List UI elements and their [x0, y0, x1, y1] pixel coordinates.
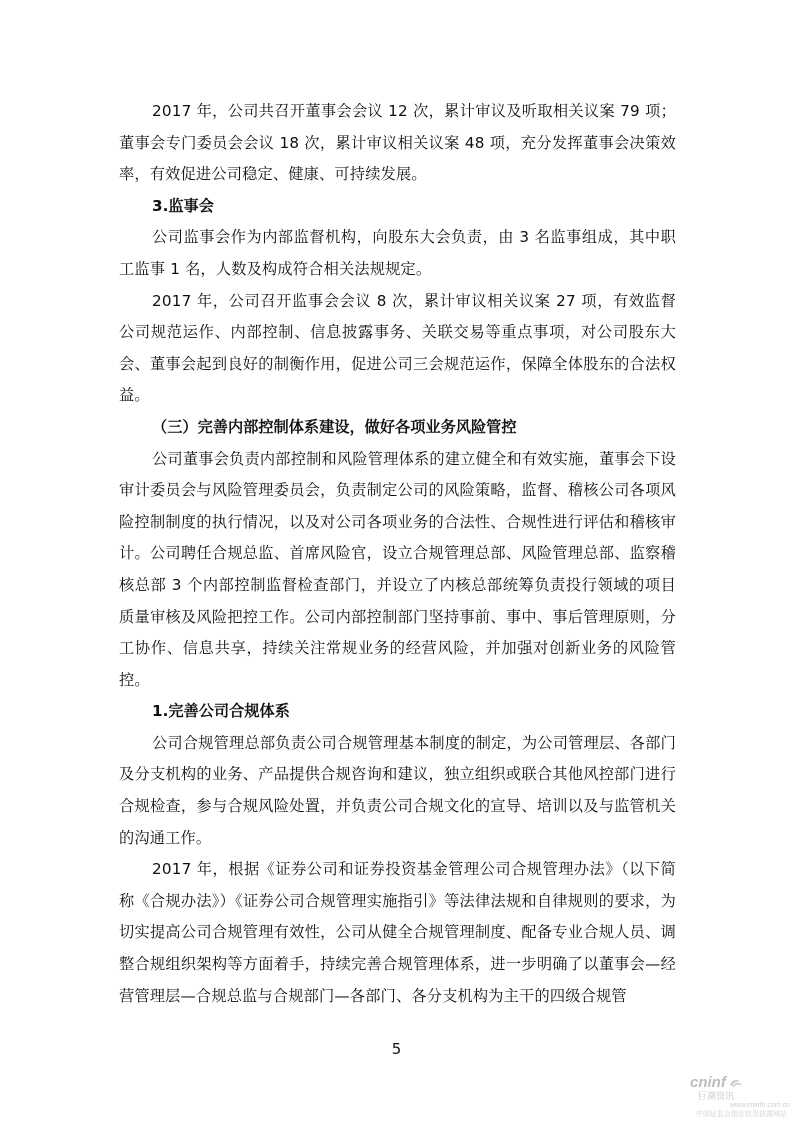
paragraph-compliance-department: 公司合规管理总部负责公司合规管理基本制度的制定，为公司管理层、各部门及分支机构的业务、产品提供合规咨询和建议，独立组织或联合其他风控部门进行合规检查，参与合规风险处置，并负责公司合规文化的宣导、培训以及与监管机关的沟通工作。: [119, 733, 676, 847]
paragraph-board-meetings: 2017 年，公司共召开董事会会议 12 次，累计审议及听取相关议案 79 项；董事会专门委员会会议 18 次，累计审议相关议案 48 项，充分发挥董事会决策效率，有效促进公司稳定、健康、可持续发展。: [119, 102, 676, 184]
page-number: 5: [391, 1040, 402, 1058]
heading-supervisory-board: 3.监事会: [152, 196, 214, 215]
document-body: [119, 96, 676, 1012]
cninfo-brand: cninf: [690, 1074, 726, 1091]
cninfo-url: www.cninfo.com.cn: [730, 1102, 790, 1109]
cninfo-org: 中国证监会指定信息披露网站: [696, 1111, 787, 1118]
cninfo-swirl-icon: [728, 1077, 742, 1089]
cninfo-chinese-name: 巨潮资讯: [698, 1091, 735, 1101]
paragraph-compliance-2017: 2017 年，根据《证券公司和证券投资基金管理公司合规管理办法》（以下简称《合规办法》）《证券公司合规管理实施指引》等法律法规和自律规则的要求，为切实提高公司合规管理有效性，公司从健全合规管理制度、配备专业合规人员、调整合规组织架构等方面着手，持续完善合规管理体系，进一步明确了以董事会—经营管理层—合规总监与合规部门—各部门、各分支机构为主干的四级合规管: [119, 860, 676, 1005]
paragraph-supervisory-composition: 公司监事会作为内部监督机构，向股东大会负责，由 3 名监事组成，其中职工监事 1 名，人数及构成符合相关法规规定。: [119, 228, 676, 278]
paragraph-supervisory-meetings: 2017 年，公司召开监事会会议 8 次，累计审议相关议案 27 项，有效监督公司规范运作、内部控制、信息披露事务、关联交易等重点事项，对公司股东大会、董事会起到良好的制衡作用，促进公司三会规范运作，保障全体股东的合法权益。: [119, 291, 676, 405]
paragraph-internal-control: 公司董事会负责内部控制和风险管理体系的建立健全和有效实施，董事会下设审计委员会与风险管理委员会，负责制定公司的风险策略，监督、稽核公司各项风险控制制度的执行情况，以及对公司各项业务的合法性、合规性进行评估和稽核审计。公司聘任合规总监、首席风险官，设立合规管理总部、风险管理总部、监察稽核总部 3 个内部控制监督检查部门，并设立了内核总部统筹负责投行领域的项目质量审核及风险把控工作。公司内部控制部门坚持事前、事中、事后管理原则，分工协作、信息共享，持续关注常规业务的经营风险，并加强对创新业务的风险管控。: [119, 449, 676, 689]
heading-internal-control: （三）完善内部控制体系建设，做好各项业务风险管控: [152, 417, 517, 436]
heading-compliance-system: 1.完善公司合规体系: [152, 702, 290, 721]
cninfo-watermark: [690, 1074, 790, 1119]
